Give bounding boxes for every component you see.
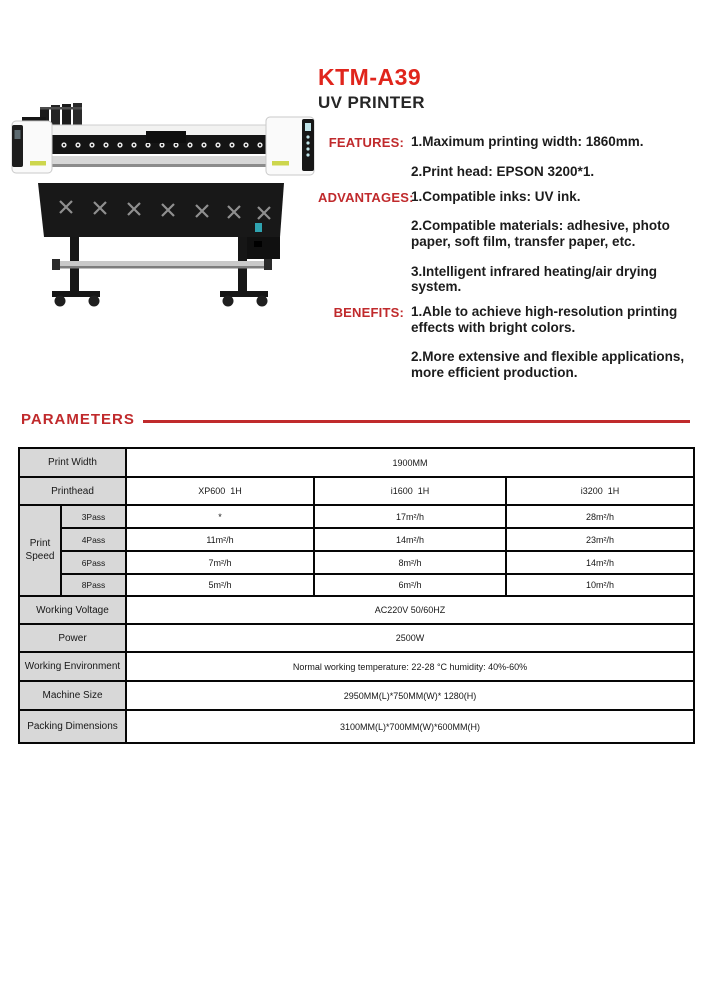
packing-dimensions-value: 3100MM(L)*700MM(W)*600MM(H) bbox=[126, 710, 694, 743]
features-section bbox=[318, 134, 700, 179]
advantages-label: ADVANTAGES: bbox=[318, 189, 414, 205]
table-row bbox=[19, 574, 694, 596]
takeup-motor bbox=[246, 237, 280, 259]
power-value: 2500W bbox=[126, 624, 694, 652]
speed-8pass-i1600: 6m²/h bbox=[314, 574, 506, 596]
working-environment-label: Working Environment bbox=[19, 652, 126, 681]
printhead-label: Printhead bbox=[19, 477, 126, 505]
features-label: FEATURES: bbox=[328, 135, 404, 151]
pass-label-4pass: 4Pass bbox=[61, 528, 126, 551]
parameters-table bbox=[18, 447, 695, 744]
caster-wheels bbox=[55, 296, 268, 307]
table-row bbox=[19, 710, 694, 743]
right-end-cap bbox=[266, 117, 314, 175]
table-row bbox=[19, 551, 694, 574]
pass-label-3pass: 3Pass bbox=[61, 505, 126, 528]
advantage-item: 3.Intelligent infrared heating/air drying system. bbox=[411, 263, 658, 295]
media-basket bbox=[38, 183, 284, 237]
benefits-items bbox=[411, 304, 698, 381]
pinch-roller-centers bbox=[63, 144, 261, 146]
table-row bbox=[19, 448, 694, 477]
product-info bbox=[318, 64, 700, 390]
left-end-cap bbox=[12, 121, 52, 173]
benefit-item: 1.Able to achieve high-resolution printing effects with bright colors. bbox=[411, 304, 678, 335]
printer-illustration bbox=[8, 95, 320, 310]
print-width-value: 1900MM bbox=[126, 448, 694, 477]
machine-size-label: Machine Size bbox=[19, 681, 126, 710]
advantage-item: 2.Compatible materials: adhesive, photo paper, soft film, transfer paper, etc. bbox=[411, 218, 670, 250]
power-label: Power bbox=[19, 624, 126, 652]
advantages-items bbox=[411, 189, 698, 295]
print-width-label: Print Width bbox=[19, 448, 126, 477]
speed-3pass-xp600: * bbox=[126, 505, 314, 528]
speed-8pass-xp600: 5m²/h bbox=[126, 574, 314, 596]
packing-dimensions-label: Packing Dimensions bbox=[19, 710, 126, 743]
platen-rail-shadow bbox=[44, 164, 278, 167]
parameters-heading: PARAMETERS bbox=[21, 411, 135, 428]
pass-label-6pass: 6Pass bbox=[61, 551, 126, 574]
feature-item: 1.Maximum printing width: 1860mm. bbox=[411, 134, 644, 150]
pass-label-8pass: 8Pass bbox=[61, 574, 126, 596]
speed-6pass-i3200: 14m²/h bbox=[506, 551, 694, 574]
advantage-item: 1.Compatible inks: UV ink. bbox=[411, 188, 581, 204]
benefits-label: BENEFITS: bbox=[333, 305, 404, 321]
speed-3pass-i3200: 28m²/h bbox=[506, 505, 694, 528]
product-type-subtitle: UV PRINTER bbox=[318, 93, 425, 113]
speed-4pass-i3200: 23m²/h bbox=[506, 528, 694, 551]
features-items bbox=[411, 134, 698, 179]
working-voltage-label: Working Voltage bbox=[19, 596, 126, 624]
speed-8pass-i3200: 10m²/h bbox=[506, 574, 694, 596]
table-row bbox=[19, 477, 694, 505]
benefit-item: 2.More extensive and flexible applications, more efficient production. bbox=[411, 349, 685, 380]
printhead-xp600: XP600 1H bbox=[126, 477, 314, 505]
speed-3pass-i1600: 17m²/h bbox=[314, 505, 506, 528]
table-row bbox=[19, 596, 694, 624]
speed-6pass-xp600: 7m²/h bbox=[126, 551, 314, 574]
printhead-i3200: i3200 1H bbox=[506, 477, 694, 505]
table-row bbox=[19, 652, 694, 681]
motor-switch bbox=[254, 241, 262, 247]
print-speed-label: Print Speed bbox=[19, 505, 61, 596]
print-carriage bbox=[146, 131, 186, 143]
speed-4pass-i1600: 14m²/h bbox=[314, 528, 506, 551]
blue-sticker bbox=[255, 223, 262, 232]
speed-6pass-i1600: 8m²/h bbox=[314, 551, 506, 574]
advantages-section bbox=[318, 189, 700, 295]
printhead-i1600: i1600 1H bbox=[314, 477, 506, 505]
working-environment-value: Normal working temperature: 22-28 °C humidity: 40%-60% bbox=[126, 652, 694, 681]
table-row bbox=[19, 624, 694, 652]
feature-item: 2.Print head: EPSON 3200*1. bbox=[411, 164, 595, 180]
working-voltage-value: AC220V 50/60HZ bbox=[126, 596, 694, 624]
printer-product-image bbox=[8, 95, 320, 310]
table-row bbox=[19, 505, 694, 528]
feature-sections bbox=[318, 134, 700, 380]
table-row bbox=[19, 681, 694, 710]
table-row bbox=[19, 528, 694, 551]
speed-4pass-xp600: 11m²/h bbox=[126, 528, 314, 551]
product-model-title: KTM-A39 bbox=[318, 64, 422, 90]
benefits-section bbox=[318, 304, 700, 381]
machine-size-value: 2950MM(L)*750MM(W)* 1280(H) bbox=[126, 681, 694, 710]
parameters-divider-line bbox=[143, 420, 690, 423]
